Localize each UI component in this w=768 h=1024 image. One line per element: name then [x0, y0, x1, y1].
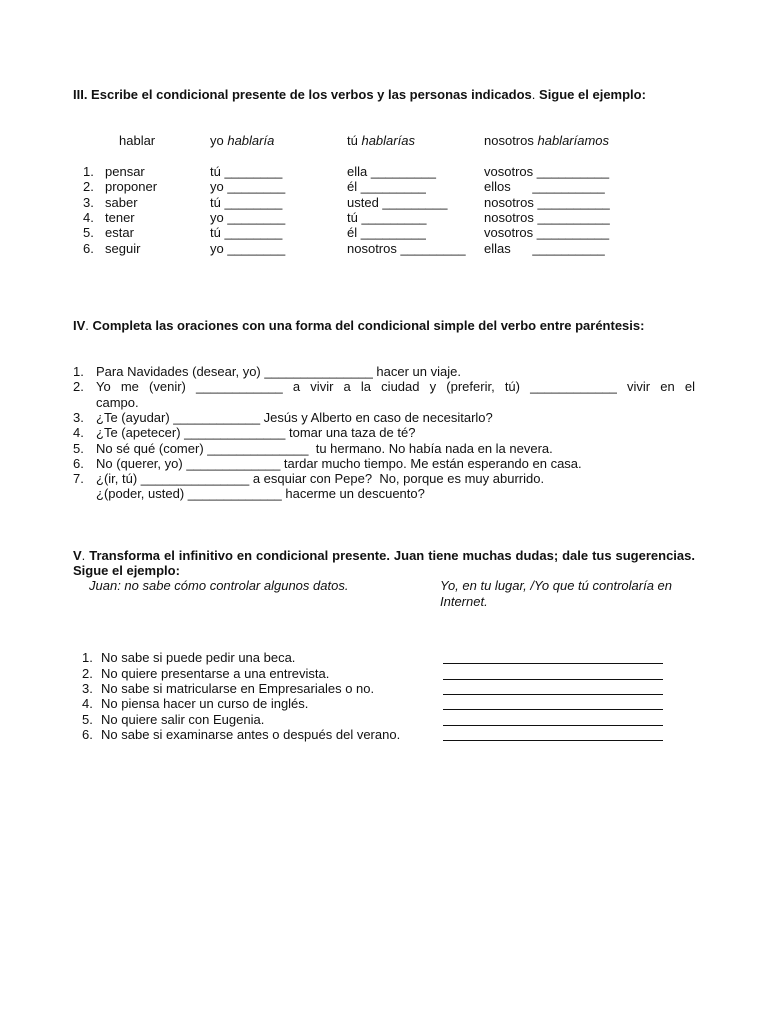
row-number: 4. — [83, 210, 94, 225]
example-question: Juan: no sabe cómo controlar algunos datos. — [89, 578, 349, 593]
answer-line[interactable] — [443, 725, 663, 726]
sentence: No (querer, yo) _____________ tardar mucho tiempo. Me están esperando en casa. — [96, 456, 582, 471]
section-5-title: V. Transforma el infinitivo en condicional presente. Juan tiene muchas dudas; dale tus sugerencias. Sigue el ejemplo: — [73, 548, 695, 578]
row-verb: estar — [105, 225, 134, 240]
item-number: 5. — [82, 712, 93, 727]
sentence-continuation: ¿(poder, usted) _____________ hacerme un descuento? — [96, 486, 425, 501]
example-yo: yo hablaría — [210, 133, 275, 148]
answer-line[interactable] — [443, 679, 663, 680]
answer-line[interactable] — [443, 663, 663, 664]
row-number: 3. — [83, 195, 94, 210]
row-answer-2[interactable]: él _________ — [347, 225, 426, 240]
row-answer-2[interactable]: usted _________ — [347, 195, 448, 210]
row-number: 6. — [83, 241, 94, 256]
row-number: 5. — [83, 225, 94, 240]
item-number: 6. — [73, 456, 84, 471]
row-answer-3[interactable]: nosotros __________ — [484, 210, 610, 225]
item-number: 6. — [82, 727, 93, 742]
row-answer-1[interactable]: tú ________ — [210, 195, 283, 210]
example-answer: Yo, en tu lugar, /Yo que tú controlaría en — [440, 578, 673, 593]
row-verb: proponer — [105, 179, 158, 194]
row-answer-1[interactable]: yo ________ — [210, 210, 286, 225]
item-number: 3. — [82, 681, 93, 696]
doubt-text: No quiere salir con Eugenia. — [101, 712, 265, 727]
sentence-continuation: campo. — [96, 395, 139, 410]
row-verb: saber — [105, 195, 138, 210]
doubt-text: No quiere presentarse a una entrevista. — [101, 666, 330, 681]
row-answer-3[interactable]: vosotros __________ — [484, 164, 610, 179]
row-answer-2[interactable]: ella _________ — [347, 164, 436, 179]
row-answer-3[interactable]: ellas __________ — [484, 241, 605, 256]
row-answer-3[interactable]: ellos __________ — [484, 179, 605, 194]
sentence: ¿(ir, tú) _______________ a esquiar con Pepe? No, porque es muy aburrido. — [96, 471, 545, 486]
row-answer-1[interactable]: tú ________ — [210, 225, 283, 240]
doubt-text: No sabe si puede pedir una beca. — [101, 650, 296, 665]
example-verb: hablar — [119, 133, 156, 148]
answer-line[interactable] — [443, 709, 663, 710]
sentence: Para Navidades (desear, yo) _______________ hacer un viaje. — [96, 364, 461, 379]
sentence: Yo me (venir) ____________ a vivir a la ciudad y (preferir, tú) ____________ vivir en el — [96, 379, 695, 394]
sentence: No sé qué (comer) ______________ tu hermano. No había nada en la nevera. — [96, 441, 553, 456]
sentence: ¿Te (apetecer) ______________ tomar una taza de té? — [96, 425, 416, 440]
row-answer-1[interactable]: yo ________ — [210, 179, 286, 194]
item-number: 2. — [73, 379, 84, 394]
row-answer-1[interactable]: yo ________ — [210, 241, 286, 256]
example-nosotros: nosotros hablaríamos — [484, 133, 610, 148]
section-3-title: III. Escribe el condicional presente de los verbos y las personas indicados. Sigue el ejemplo: — [73, 87, 646, 102]
item-number: 7. — [73, 471, 84, 486]
item-number: 5. — [73, 441, 84, 456]
item-number: 1. — [82, 650, 93, 665]
row-answer-2[interactable]: tú _________ — [347, 210, 427, 225]
item-number: 1. — [73, 364, 84, 379]
item-number: 4. — [82, 696, 93, 711]
row-answer-3[interactable]: nosotros __________ — [484, 195, 610, 210]
doubt-text: No piensa hacer un curso de inglés. — [101, 696, 309, 711]
row-number: 1. — [83, 164, 94, 179]
example-tu: tú hablarías — [347, 133, 415, 148]
answer-line[interactable] — [443, 740, 663, 741]
row-number: 2. — [83, 179, 94, 194]
example-answer-continuation: Internet. — [440, 594, 488, 609]
row-verb: pensar — [105, 164, 145, 179]
section-4-title: IV. Completa las oraciones con una forma del condicional simple del verbo entre paréntesis: — [73, 318, 645, 333]
row-answer-2[interactable]: nosotros _________ — [347, 241, 466, 256]
row-answer-3[interactable]: vosotros __________ — [484, 225, 610, 240]
row-verb: tener — [105, 210, 135, 225]
doubt-text: No sabe si matricularse en Empresariales o no. — [101, 681, 375, 696]
doubt-text: No sabe si examinarse antes o después del verano. — [101, 727, 401, 742]
item-number: 4. — [73, 425, 84, 440]
answer-line[interactable] — [443, 694, 663, 695]
item-number: 2. — [82, 666, 93, 681]
sentence: ¿Te (ayudar) ____________ Jesús y Alberto en caso de necesitarlo? — [96, 410, 493, 425]
row-answer-2[interactable]: él _________ — [347, 179, 426, 194]
row-answer-1[interactable]: tú ________ — [210, 164, 283, 179]
row-verb: seguir — [105, 241, 141, 256]
item-number: 3. — [73, 410, 84, 425]
